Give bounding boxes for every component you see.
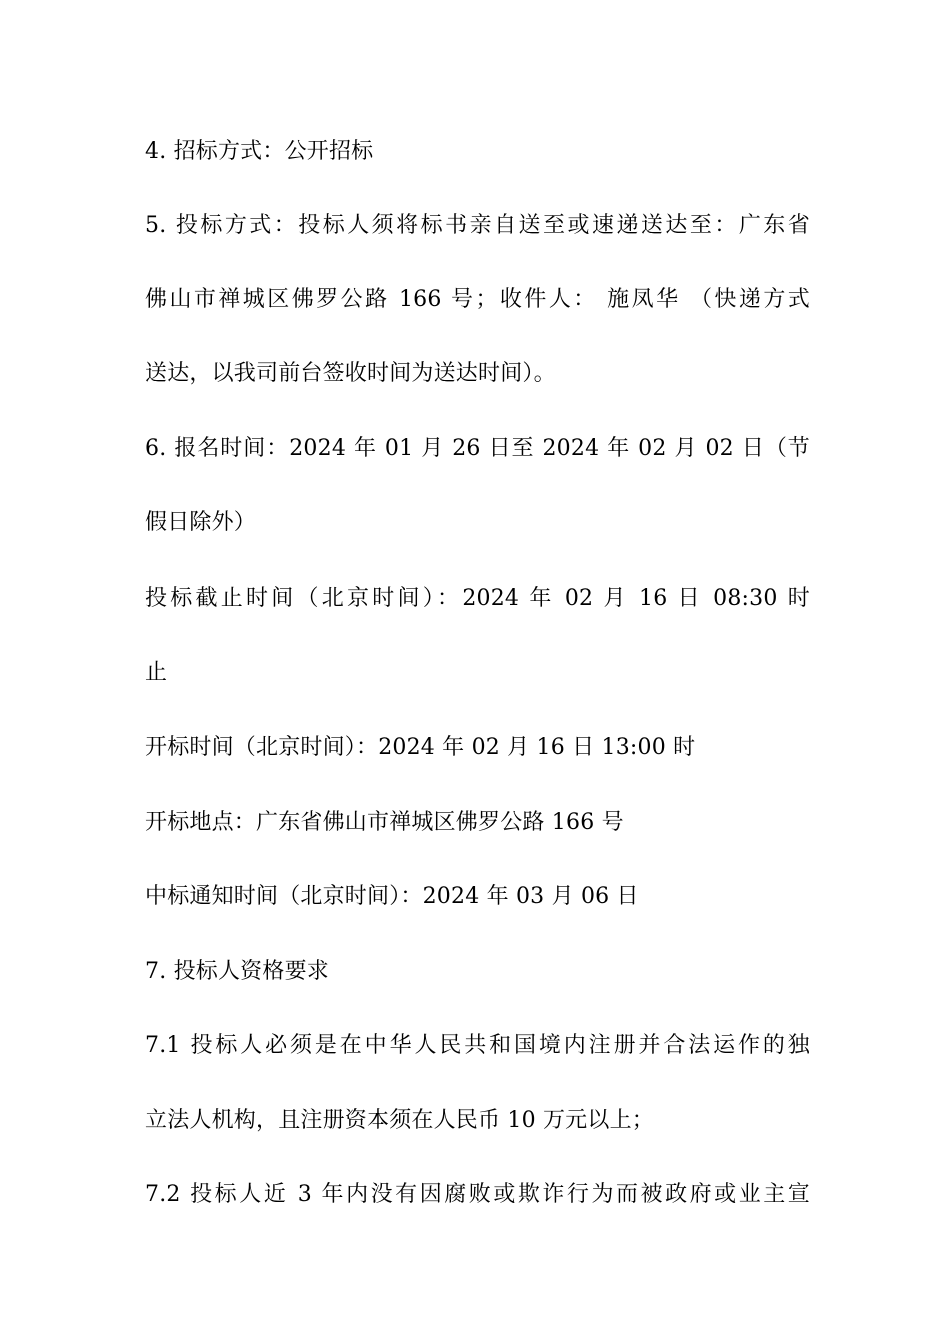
- text-line-qualification-7-1: 7.1 投标人必须是在中华人民共和国境内注册并合法运作的独: [145, 1033, 810, 1058]
- text-line-qualification-7-2: 7.2 投标人近 3 年内没有因腐败或欺诈行为而被政府或业主宣: [145, 1182, 810, 1207]
- text-line-qualification-7-1-cont: 立法人机构，且注册资本须在人民币 10 万元以上；: [145, 1108, 654, 1133]
- text-line-registration-note: 假日除外）: [145, 510, 257, 535]
- text-line-submission-note: 送达，以我司前台签收时间为送达时间）。: [145, 361, 556, 386]
- text-line-qualification-heading: 7. 投标人资格要求: [145, 959, 329, 984]
- text-line-submission-method: 5. 投标方式：投标人须将标书亲自送至或速递送达至：广东省: [145, 213, 810, 238]
- text-line-bid-deadline-end: 止: [145, 660, 168, 685]
- text-line-bidding-method: 4. 招标方式：公开招标: [145, 139, 374, 164]
- text-line-award-notice-time: 中标通知时间（北京时间）：2024 年 03 月 06 日: [145, 884, 639, 909]
- text-line-opening-location: 开标地点：广东省佛山市禅城区佛罗公路 166 号: [145, 810, 624, 835]
- text-line-bid-deadline: 投标截止时间（北京时间）：2024 年 02 月 16 日 08:30 时: [145, 586, 810, 611]
- text-line-registration-time: 6. 报名时间：2024 年 01 月 26 日至 2024 年 02 月 02 日（节: [145, 436, 810, 461]
- text-line-opening-time: 开标时间（北京时间）：2024 年 02 月 16 日 13:00 时: [145, 735, 696, 760]
- text-line-submission-address: 佛山市禅城区佛罗公路 166 号；收件人： 施凤华 （快递方式: [145, 287, 810, 312]
